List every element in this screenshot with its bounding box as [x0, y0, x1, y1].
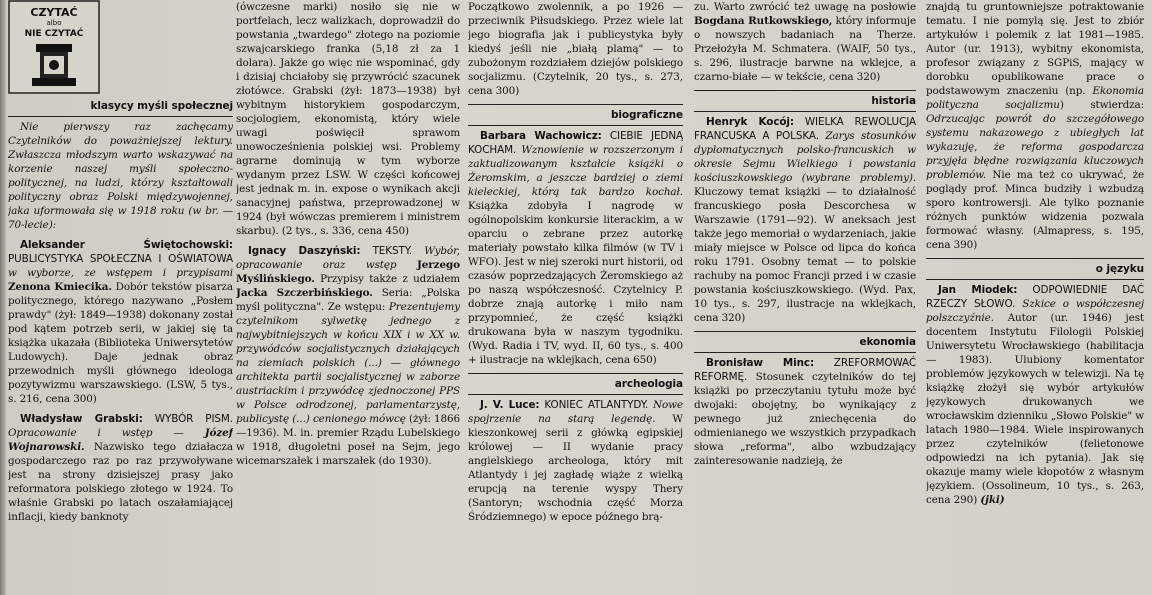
entry-miodek: [926, 283, 1144, 507]
title-publicystyka: PUBLICYSTYKA SPOŁECZNA I OŚWIATOWA: [8, 253, 233, 265]
title-odpowiednie: ODPOWIEDNIE DAĆ RZECZY SŁOWO.: [926, 284, 1144, 310]
entry-body: Przypisy także z udziałem: [320, 273, 460, 285]
logo-line2: albo: [46, 19, 62, 27]
section-heading-historia: historia: [694, 90, 916, 112]
logo-line1: CZYTAĆ: [30, 6, 78, 19]
subtitle: w wyborze, ze wstępem i przypisami: [8, 267, 233, 279]
subtitle: Wznowienie w rozszerzonym i zaktualizowanym kształcie książki o Żeromskim, a jeszcze bardziej o ziemi kieleckiej, którą tak bardzo kochał.: [468, 144, 683, 198]
entry-body: Nazwisko tego działacza gospodarczego raz po raz przywoływane jest na strony dzisiejszej prasy jako reformatora polskiego złotego w 1924. To właśnie Grabski po latach oszałamiającej inflacji, kiedy banknoty: [8, 441, 233, 523]
entry-body: W kieszonkowej serii z główką egipskiej królowej — II wydanie pracy angielskiego archeologa, który mit Atlantydy i jej zagładę wiąże z wielką erupcją na terenie wyspy Thery (Santoryn; wschodnia część Morza Śródziemnego) w epoce późnego brą-: [468, 413, 683, 523]
section-heading-ekonomia: ekonomia: [694, 331, 916, 353]
entry-body: Autor (ur. 1946) jest docentem Instytutu Filologii Polskiej Uniwersytetu Wrocławskiego (habilitacja — 1983). Ulubiony komentator problemów językowych w telewizji. Na tę książkę złożył się wybór artykułów językowych drukowanych we wrocławskim dzienniku „Słowo Polskie" w latach 1980—1984. Wiele inspirowanych przez czytelników (felietonowe odpowiedzi na ich pytania). Jak się okazuje mamy wiele kłopotów z własnym językiem. (Ossolineum, 10 tys., s. 263, cena 290): [926, 312, 1144, 506]
entry-body: Stosunek czytelników do tej książki po przeczytaniu tytułu może być dwojaki: obojętny, bo wynikający z pewnego już zniechęcenia do odmienianego we wszystkich przypadkach słowa „reforma", albo wzbudzający zainteresowanie nadzieją, że: [694, 371, 916, 467]
author-kocoj: Henryk Kocój:: [706, 116, 794, 128]
author-luce: J. V. Luce:: [480, 399, 540, 411]
entry-grabski: [8, 412, 233, 524]
entry-luce: [468, 398, 683, 524]
author-minc: Bronisław Minc:: [706, 357, 815, 369]
entry-swietochowski: [8, 238, 233, 406]
editor-name: Jerzego Myślińskiego.: [236, 259, 460, 285]
entry-body: Dobór tekstów pisarza politycznego, którego nazywano „Posłem prawdy" (żył: 1849—1938) dokonany został pod kątem potrzeb serii, w jakiej się ta książka ukazała (Biblioteka Uniwersytetów Ludowych). Daje jednak obraz przewodnich myśli głównego ideologa pozytywizmu warszawskiego. (LSW, 5 tys., s. 216, cena 300): [8, 281, 233, 405]
luce-continued: [694, 0, 916, 84]
section-heading-klasycy: klasycy myśli społecznej: [8, 96, 233, 117]
book-title: Ekonomia polityczna socjalizmu: [926, 85, 1144, 111]
column-3: [468, 0, 683, 595]
page-edge-shadow: [0, 0, 6, 595]
author-daszynski: Ignacy Daszyński:: [248, 245, 361, 257]
author-miodek: Jan Miodek:: [938, 284, 1018, 296]
quote: Odrzucając powrót do szczegółowego systemu nakazowego z ubiegłych lat wykazuję, że reforma gospodarcza przyjęła błędne rozwiązania kluczowych problemów.: [926, 113, 1144, 181]
subtitle: Zarys stosunków dyplomatycznych polsko-francuskich w okresie Sejmu Wielkiego i powstania kościuszkowskiego (wybrane problemy).: [694, 130, 916, 184]
quote: Prezentujemy czytelnikom sylwetkę jednego z najwybitniejszych w końcu XIX i w XX w. przywódców socjalistycznych działających na ziemiach polskich (...) — głównego architekta partii socjalistycznej w zaborze austriackim i przywódcę zjednoczonej PPS w Polsce odrodzonej, parlamentarzystę, publicystę (...) cenionego mówcę: [236, 301, 460, 425]
author-swietochowski: Aleksander Świętochowski:: [20, 239, 233, 251]
author-grabski: Władysław Grabski:: [20, 413, 143, 425]
entry-body: Książka zdobyła I nagrodę w ogólnopolskim konkursie literackim, a w oparciu o zebrane przez autorkę materiały powstało kilka filmów (w TV i WFO). Jest w niej szeroki nurt historii, od czasów poprzedzających Żeromskiego aż po naszą współczesność. Czytelnicy P. dobrze znają autorkę i miło nam przypomnieć, że część książki drukowana była w naszym tygodniku. (Wyd. Radia i TV, wyd. II, 60 tys., s. 400 + ilustracje na wklejkach, cena 650): [468, 200, 683, 366]
text: znajdą tu gruntowniejsze potraktowanie tematu. I nie pomylą się. Jest to zbiór artykułów i polemik z lat 1981—1985. Autor (ur. 1913), wybitny ekonomista, profesor związany z SGPiS, mający w dorobku opublikowane prace o podstawowym znaczeniu (np.: [926, 1, 1144, 97]
title-wybor-pism: WYBÓR PISM.: [154, 413, 233, 425]
logo-line3: NIE CZYTAĆ: [24, 29, 84, 39]
subtitle: Szkice o współczesnej polszczyźnie.: [926, 298, 1144, 324]
title-ciebie-jedna: CIEBIE JEDNĄ KOCHAM.: [468, 130, 683, 156]
editor-name: Zenona Kmiecika.: [8, 281, 112, 293]
section-heading-o-jezyku: o języku: [926, 258, 1144, 280]
entry-kocoj: [694, 115, 916, 325]
text: zu. Warto zwrócić też uwagę na posłowie: [694, 1, 916, 13]
text: Nie ma też co ukrywać, że poglądy prof. Minca budziły i wzbudzą sporo kontrowersji. Ale tylko poznanie różnych punktów widzenia pozwala formować własny. (Almapress, s. 195, cena 390): [926, 169, 1144, 251]
subtitle: Wybór, opracowanie oraz wstęp: [236, 245, 460, 271]
text: który informuje o nowszych badaniach na Therze. Przełożyła M. Schmatera. (WAIF, 50 tys., s. 296, ilustracje barwne na wklejce, a czarno-białe — w tekście, cena 320): [694, 15, 916, 83]
editor-name-2: Jacka Szczerbińskiego.: [236, 287, 373, 299]
minc-continued: [926, 0, 1144, 252]
column-2: [236, 0, 460, 595]
subtitle: Nowe spojrzenie na starą legendę.: [468, 399, 683, 425]
entry-body: (żył: 1866—1936). M. in. premier Rządu Lubelskiego w 1918, długoletni poseł na Sejm, jego wicemarszałek i marszałek (do 1930).: [236, 413, 460, 467]
title-koniec-atlantydy: KONIEC ATLANTYDY.: [544, 399, 649, 411]
entry-body: Seria: „Polska myśl polityczna". Ze wstępu:: [236, 287, 460, 313]
daszynski-continued: Początkowo zwolennik, a po 1926 — przeciwnik Piłsudskiego. Przez wiele lat jego biografia jak i publicystyka były kiedyś jeśli nie „białą plamą" — to zubożonym rozdziałem dziejów polskiego socjalizmu. (Czytelnik, 20 tys., s. 273, cena 300): [468, 1, 683, 97]
entry-daszynski: [236, 244, 460, 468]
author-signature: (jki): [980, 494, 1005, 506]
title-zreformowac: ZREFORMOWAĆ REFORMĘ.: [694, 357, 916, 383]
editor-name: Józef Wojnarowski.: [8, 427, 233, 453]
intro-text: Nie pierwszy raz zachęcamy Czytelników do poważniejszej lektury. Zwłaszcza młodszym warto wskazywać na korzenie naszej myśli społeczno-politycznej, na ludzi, którzy kształtowali polityczny obraz Polski międzywojennej, jaka uformowała się w 1918 roku (w br. — 70-lecie):: [8, 121, 233, 231]
section-heading-archeologia: archeologia: [468, 373, 683, 395]
author-wachowicz: Barbara Wachowicz:: [480, 130, 602, 142]
subtitle: Opracowanie i wstęp —: [8, 427, 184, 439]
column-1: [8, 0, 233, 595]
title-wielka-rewolucja: WIELKA REWOLUCJA FRANCUSKA A POLSKA.: [694, 116, 916, 142]
column-5: [926, 0, 1144, 595]
entry-body: Kluczowy temat książki — to działalność francuskiego posła Descorchesa w Warszawie (1791—92). W aneksach jest także jego memoriał o wydarzeniach, jakie miały miejsce w Polsce od lipca do końca roku 1791. Osobny temat — to polskie rachuby na pomoc Francji przed i w czasie powstania kościuszkowskiego. (Wyd. Pax, 10 tys., s. 297, ilustracje na wklejkach, cena 320): [694, 186, 916, 324]
name: Bogdana Rutkowskiego,: [694, 15, 833, 27]
section-heading-biograficzne: biograficzne: [468, 104, 683, 126]
entry-wachowicz: [468, 129, 683, 367]
grabski-continued: (ówczesne marki) nosiło się nie w portfelach, lecz walizkach, doprowadził do powstania „twardego" złotego na poziomie szwajcarskiego franka (5,18 zł za 1 dolara). Jakże go więc nie wspominać, gdy i dzisiaj chciałoby się przywrócić szacunek złotówce. Grabski (żył: 1873—1938) był wybitnym historykiem gospodarczym, socjologiem, ekonomistą, który wiele uwagi poświęcił sprawom unowocześnienia polskiej wsi. Problemy agrarne dominują w tym wyborze wydanym przez LSW. W części końcowej jest jednak m. in. expose o wynikach akcji sanacyjnej państwa, przeprowadzonej w 1924 (był wówczas premierem i ministrem skarbu). (2 tys., s. 336, cena 450): [236, 1, 460, 237]
title-teksty: TEKSTY.: [372, 245, 413, 257]
text: ) stwierdza:: [1059, 99, 1144, 111]
column-4: [694, 0, 916, 595]
entry-minc: [694, 356, 916, 468]
